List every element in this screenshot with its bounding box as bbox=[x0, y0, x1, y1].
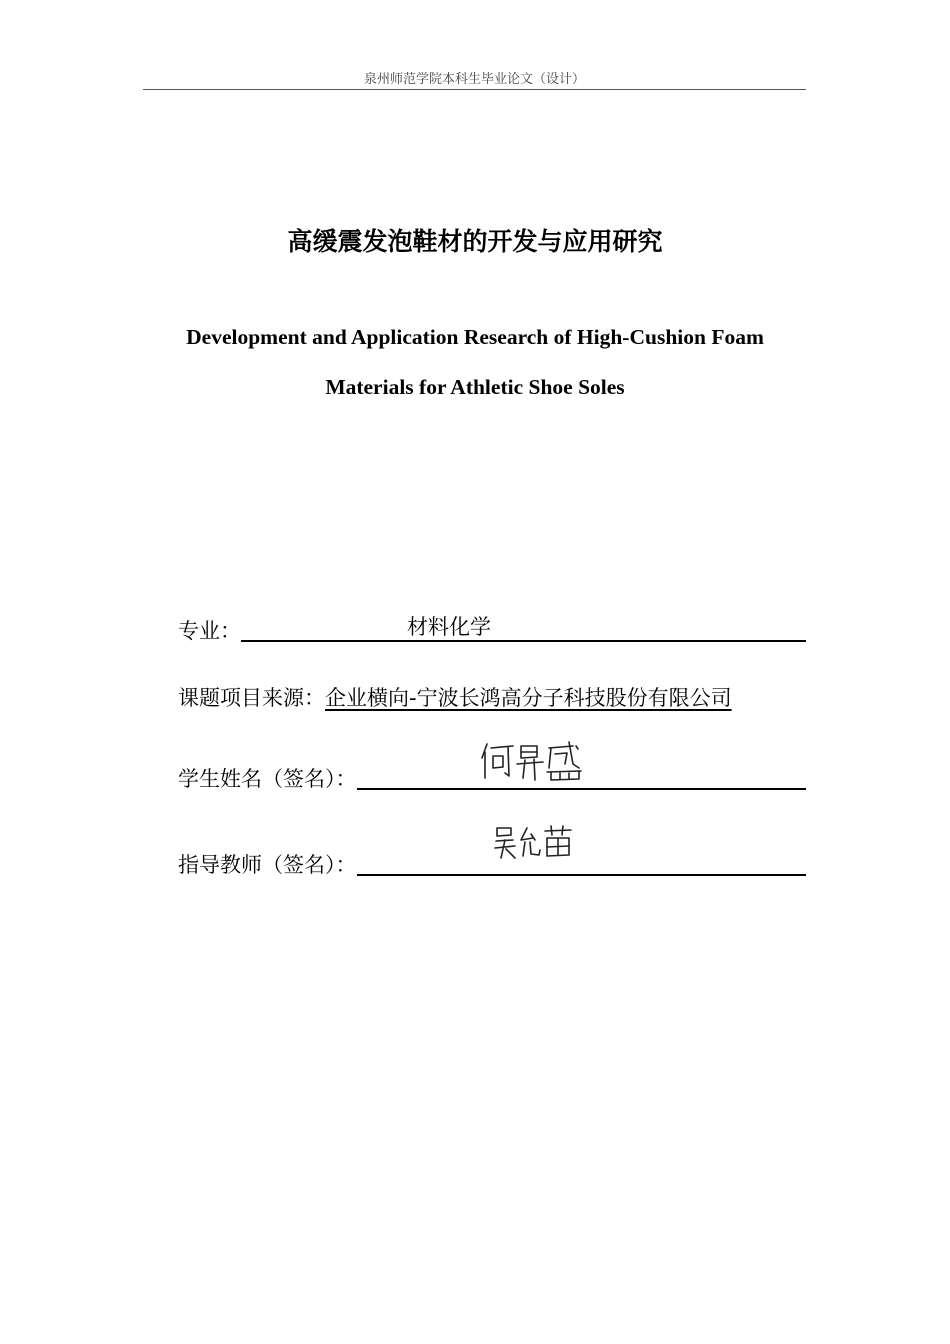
student-signature-field bbox=[178, 758, 806, 790]
project-source-field bbox=[178, 688, 806, 709]
student-signature-line bbox=[357, 758, 807, 790]
major-label: 专业： bbox=[178, 619, 241, 643]
advisor-signature-label: 指导教师（签名）： bbox=[178, 853, 357, 877]
major-underline bbox=[241, 610, 806, 642]
running-header: 泉州师范学院本科生毕业论文（设计） bbox=[363, 72, 585, 87]
student-signature-label: 学生姓名（签名）： bbox=[178, 767, 357, 791]
thesis-title-chinese: 高缓震发泡鞋材的开发与应用研究 bbox=[287, 227, 663, 256]
advisor-handwritten-signature bbox=[493, 824, 573, 864]
major-field bbox=[178, 610, 806, 642]
project-source-value: 企业横向-宁波长鸿高分子科技股份有限公司 bbox=[325, 686, 732, 710]
header-rule bbox=[143, 89, 806, 90]
project-source-label: 课题项目来源： bbox=[178, 686, 325, 710]
major-value: 材料化学 bbox=[407, 615, 491, 639]
advisor-signature-field bbox=[178, 844, 806, 876]
student-handwritten-signature bbox=[479, 738, 587, 786]
thesis-title-english-line1: Development and Application Research of High-Cushion Foam bbox=[186, 325, 764, 349]
advisor-signature-line bbox=[357, 844, 807, 876]
thesis-title-english-line2: Materials for Athletic Shoe Soles bbox=[325, 375, 625, 399]
